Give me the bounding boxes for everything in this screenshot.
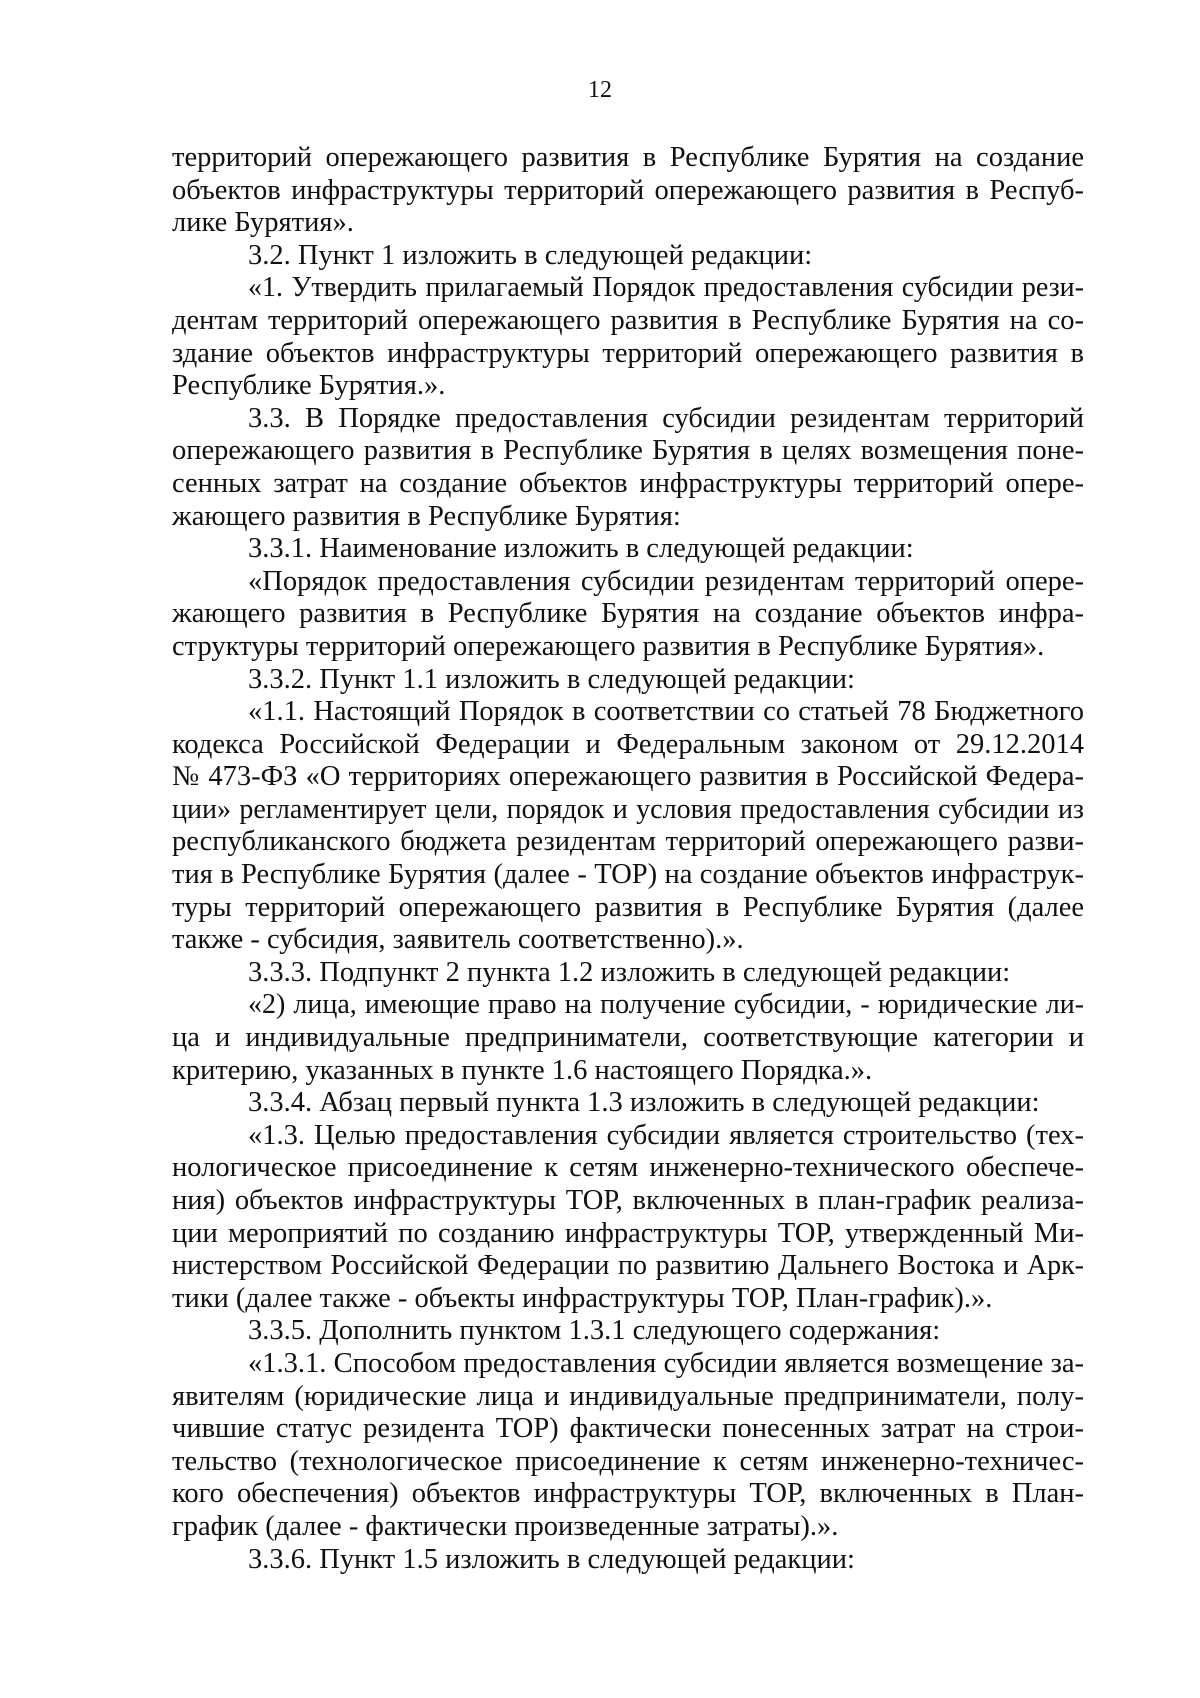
text-line: тельство (технологическое присоединение к сетям инженерно-техничес-	[172, 1445, 1084, 1477]
text-line: график (далее - фактически произведенные затраты).».	[172, 1510, 839, 1542]
text-line: 3.2. Пункт 1 изложить в следующей редакции:	[248, 239, 813, 271]
text-line: ца и индивидуальные предприниматели, соответствующие категории и	[172, 1022, 1084, 1054]
text-line: 3.3.2. Пункт 1.1 изложить в следующей редакции:	[248, 663, 855, 695]
text-line: 3.3.1. Наименование изложить в следующей редакции:	[248, 533, 914, 565]
text-line: явителям (юридические лица и индивидуальные предприниматели, полу-	[172, 1380, 1084, 1412]
text-line: также - субсидия, заявитель соответственно).».	[172, 924, 744, 956]
text-line: лике Бурятия».	[172, 207, 354, 239]
text-line: Республике Бурятия.».	[172, 370, 446, 402]
text-line: № 473-ФЗ «О территориях опережающего развития в Российской Федера-	[172, 761, 1084, 793]
text-line: туры территорий опережающего развития в Республике Бурятия (далее	[172, 891, 1084, 923]
text-line: 3.3.3. Подпункт 2 пункта 1.2 изложить в следующей редакции:	[248, 956, 1011, 988]
document-body	[172, 142, 1084, 1576]
text-line: ния) объектов инфраструктуры ТОР, включенных в план-график реализа-	[172, 1185, 1084, 1216]
text-line: жающего развития в Республике Бурятия:	[172, 500, 681, 532]
text-line: «2) лица, имеющие право на получение субсидии, - юридические ли-	[248, 989, 1084, 1021]
text-line: нистерством Российской Федерации по развитию Дальнего Востока и Арк-	[172, 1250, 1084, 1282]
text-line: критерию, указанных в пункте 1.6 настоящего Порядка.».	[172, 1054, 873, 1086]
text-line: сенных затрат на создание объектов инфраструктуры территорий опере-	[172, 467, 1084, 499]
text-line: структуры территорий опережающего развития в Республике Бурятия».	[172, 630, 1045, 662]
text-line: «1. Утвердить прилагаемый Порядок предоставления субсидии рези-	[248, 272, 1084, 304]
text-line: 3.3.4. Абзац первый пункта 1.3 изложить в следующей редакции:	[248, 1087, 1040, 1119]
text-line: территорий опережающего развития в Республике Бурятия на создание	[172, 142, 1084, 173]
text-line: «1.3.1. Способом предоставления субсидии является возмещение за-	[248, 1347, 1084, 1379]
text-line: «Порядок предоставления субсидии резидентам территорий опере-	[248, 565, 1084, 597]
text-line: нологическое присоединение к сетям инженерно-технического обеспече-	[172, 1152, 1084, 1184]
text-line: чившие статус резидента ТОР) фактически понесенных затрат на строи-	[172, 1413, 1084, 1445]
text-line: дентам территорий опережающего развития в Республике Бурятия на со-	[172, 304, 1084, 336]
text-line: тики (далее также - объекты инфраструктуры ТОР, План-график).».	[172, 1282, 993, 1314]
page-number: 12	[588, 77, 612, 103]
text-line: здание объектов инфраструктуры территорий опережающего развития в	[172, 337, 1084, 369]
text-line: кого обеспечения) объектов инфраструктуры ТОР, включенных в План-	[172, 1478, 1084, 1510]
text-line: тия в Республике Бурятия (далее - ТОР) на создание объектов инфраструк-	[172, 859, 1084, 891]
text-line: жающего развития в Республике Бурятия на создание объектов инфра-	[172, 598, 1084, 630]
text-line: кодекса Российской Федерации и Федеральным законом от 29.12.2014	[172, 728, 1084, 760]
text-line: ции» регламентирует цели, порядок и условия предоставления субсидии из	[172, 793, 1084, 825]
text-line: 3.3. В Порядке предоставления субсидии резидентам территорий	[248, 402, 1084, 434]
text-line: республиканского бюджета резидентам территорий опережающего разви-	[172, 826, 1084, 858]
text-line: «1.3. Целью предоставления субсидии является строительство (тех-	[248, 1119, 1084, 1151]
text-line: «1.1. Настоящий Порядок в соответствии со статьей 78 Бюджетного	[248, 696, 1084, 728]
text-line: объектов инфраструктуры территорий опережающего развития в Респуб-	[172, 174, 1084, 206]
text-line: 3.3.6. Пункт 1.5 изложить в следующей редакции:	[248, 1543, 855, 1575]
text-line: опережающего развития в Республике Бурятия в целях возмещения поне-	[172, 435, 1084, 467]
text-line: ции мероприятий по созданию инфраструктуры ТОР, утвержденный Ми-	[172, 1217, 1084, 1249]
text-line: 3.3.5. Дополнить пунктом 1.3.1 следующего содержания:	[248, 1315, 941, 1347]
